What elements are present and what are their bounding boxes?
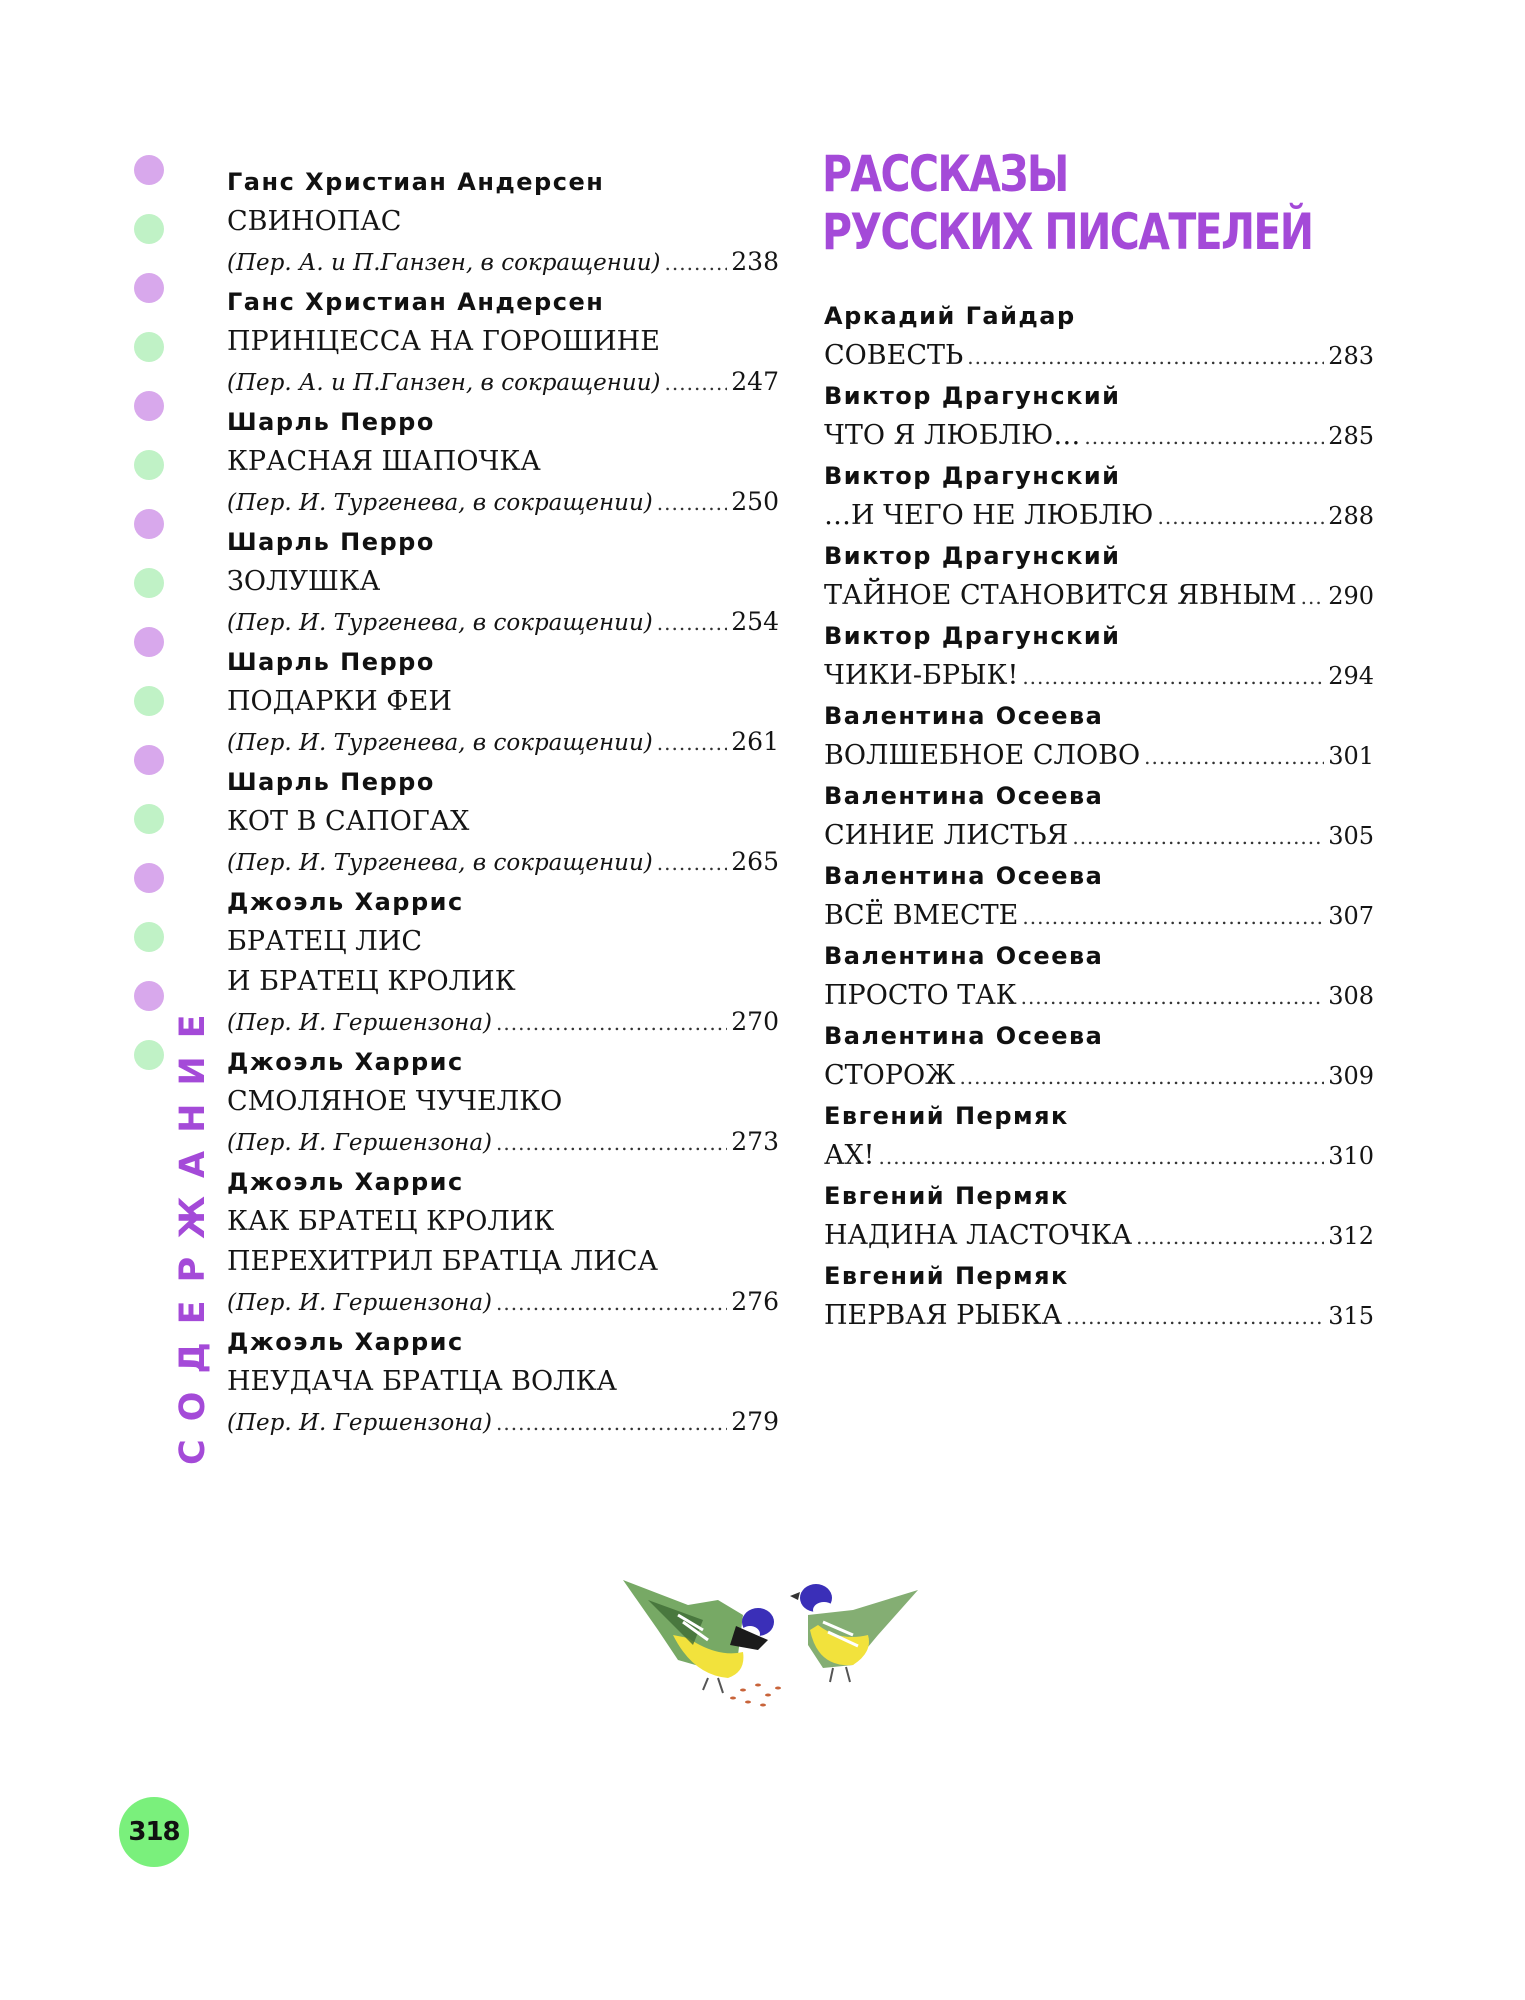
toc-entry[interactable]: [227, 1042, 779, 1162]
entry-title: КОТ В САПОГАХ: [227, 806, 470, 837]
entry-author: Шарль Перро: [227, 528, 435, 556]
entry-page: 285: [1328, 422, 1374, 450]
entry-page: 288: [1328, 502, 1374, 530]
right-bird: [790, 1584, 918, 1682]
toc-entry[interactable]: [824, 1256, 1374, 1336]
entry-page: 312: [1328, 1222, 1374, 1250]
entry-translation: (Пер. И. Гершензона): [227, 1410, 493, 1436]
entry-page: 290: [1328, 582, 1374, 610]
entry-author: Джоэль Харрис: [227, 1168, 464, 1196]
dot-decoration: [134, 981, 164, 1011]
entry-page: 283: [1328, 342, 1374, 370]
dot-leader: [657, 603, 728, 643]
toc-right-column: [824, 296, 1374, 1336]
entry-author: Валентина Осеева: [824, 1022, 1104, 1050]
entry-title: ПЕРВАЯ РЫБКА: [824, 1300, 1063, 1331]
entry-translation: (Пер. И. Гершензона): [227, 1010, 493, 1036]
section-heading-line-2: РУССКИХ ПИСАТЕЛЕЙ: [822, 203, 1313, 261]
entry-page: 308: [1328, 982, 1374, 1010]
dot-leader: [496, 1403, 727, 1443]
toc-entry[interactable]: [227, 1322, 779, 1442]
toc-entry[interactable]: [824, 296, 1374, 376]
entry-page: 276: [731, 1287, 779, 1316]
entry-author: Валентина Осеева: [824, 862, 1104, 890]
toc-entry[interactable]: [227, 402, 779, 522]
entry-title: ЗОЛУШКА: [227, 566, 381, 597]
entry-title: ЧИКИ-БРЫК!: [824, 660, 1019, 691]
entry-page: 294: [1328, 662, 1374, 690]
dot-leader: [657, 843, 728, 883]
dot-decoration: [134, 922, 164, 952]
entry-page: 273: [731, 1127, 779, 1156]
entry-author: Виктор Драгунский: [824, 462, 1121, 490]
entry-title: НАДИНА ЛАСТОЧКА: [824, 1220, 1133, 1251]
dot-decoration: [134, 804, 164, 834]
toc-entry[interactable]: [227, 282, 779, 402]
dot-leader: [496, 1123, 727, 1163]
toc-entry[interactable]: [227, 762, 779, 882]
entry-author: Виктор Драгунский: [824, 622, 1121, 650]
entry-title: ПОДАРКИ ФЕИ: [227, 686, 452, 717]
entry-translation: (Пер. А. и П.Ганзен, в сокращении): [227, 370, 661, 396]
dot-leader: [879, 1137, 1325, 1177]
left-bird: [623, 1580, 774, 1693]
toc-entry[interactable]: [227, 882, 779, 1042]
dot-decoration: [134, 863, 164, 893]
section-heading: [822, 145, 1312, 261]
dot-decoration: [134, 745, 164, 775]
entry-author: Шарль Перро: [227, 648, 435, 676]
entry-translation: (Пер. И. Тургенева, в сокращении): [227, 850, 653, 876]
section-side-label: СОДЕРЖАНИЕ: [173, 996, 213, 1465]
entry-author: Джоэль Харрис: [227, 888, 464, 916]
entry-title: СОВЕСТЬ: [824, 340, 964, 371]
entry-title: ВОЛШЕБНОЕ СЛОВО: [824, 740, 1141, 771]
dot-decoration: [134, 627, 164, 657]
dot-decoration: [134, 155, 164, 185]
entry-author: Евгений Пермяк: [824, 1262, 1069, 1290]
entry-author: Ганс Христиан Андерсен: [227, 288, 605, 316]
toc-entry[interactable]: [824, 776, 1374, 856]
entry-title: БРАТЕЦ ЛИС: [227, 926, 423, 957]
dot-leader: [1021, 977, 1325, 1017]
entry-title: НЕУДАЧА БРАТЦА ВОЛКА: [227, 1366, 617, 1397]
entry-page: 305: [1328, 822, 1374, 850]
entry-author: Ганс Христиан Андерсен: [227, 168, 605, 196]
dot-decoration: [134, 332, 164, 362]
entry-title: СМОЛЯНОЕ ЧУЧЕЛКО: [227, 1086, 563, 1117]
entry-translation: (Пер. И. Гершензона): [227, 1130, 493, 1156]
dot-decoration: [134, 1040, 164, 1070]
entry-author: Виктор Драгунский: [824, 542, 1121, 570]
entry-page: 254: [731, 607, 779, 636]
toc-entry[interactable]: [824, 1096, 1374, 1176]
entry-title: СИНИЕ ЛИСТЬЯ: [824, 820, 1069, 851]
entry-title: ПРОСТО ТАК: [824, 980, 1017, 1011]
dot-decoration: [134, 391, 164, 421]
toc-left-column: [227, 162, 779, 1442]
dot-leader: [657, 723, 728, 763]
dot-leader: [1022, 897, 1324, 937]
section-heading-line-1: РАССКАЗЫ: [822, 145, 1068, 203]
entry-translation: (Пер. А. и П.Ганзен, в сокращении): [227, 250, 661, 276]
entry-title-line-2: ПЕРЕХИТРИЛ БРАТЦА ЛИСА: [227, 1246, 658, 1277]
dot-decoration: [134, 273, 164, 303]
dot-leader: [1136, 1217, 1324, 1257]
entry-title: КРАСНАЯ ШАПОЧКА: [227, 446, 541, 477]
entry-author: Валентина Осеева: [824, 782, 1104, 810]
toc-entry[interactable]: [227, 642, 779, 762]
dot-leader: [665, 363, 728, 403]
dot-leader: [496, 1283, 727, 1323]
entry-title: СВИНОПАС: [227, 206, 402, 237]
toc-entry[interactable]: [824, 456, 1374, 536]
entry-page: 238: [731, 247, 779, 276]
toc-entry[interactable]: [824, 1016, 1374, 1096]
toc-entry[interactable]: [824, 376, 1374, 456]
entry-author: Евгений Пермяк: [824, 1182, 1069, 1210]
entry-page: 279: [731, 1407, 779, 1436]
entry-page: 265: [731, 847, 779, 876]
entry-author: Шарль Перро: [227, 768, 435, 796]
entry-page: 309: [1328, 1062, 1374, 1090]
entry-author: Евгений Пермяк: [824, 1102, 1069, 1130]
toc-entry[interactable]: [824, 1176, 1374, 1256]
dot-leader: [657, 483, 728, 523]
toc-entry[interactable]: [824, 856, 1374, 936]
toc-entry[interactable]: [227, 1162, 779, 1322]
dot-leader: [1144, 737, 1324, 777]
entry-author: Джоэль Харрис: [227, 1328, 464, 1356]
dot-leader: [665, 243, 728, 283]
entry-page: 270: [731, 1007, 779, 1036]
entry-page: 301: [1328, 742, 1374, 770]
entry-translation: (Пер. И. Тургенева, в сокращении): [227, 610, 653, 636]
entry-title-line-2: И БРАТЕЦ КРОЛИК: [227, 966, 516, 997]
entry-author: Валентина Осеева: [824, 702, 1104, 730]
dot-leader: [1066, 1297, 1324, 1337]
entry-title: АХ!: [824, 1140, 875, 1171]
entry-title: СТОРОЖ: [824, 1060, 956, 1091]
entry-title: ВСЁ ВМЕСТЕ: [824, 900, 1019, 931]
two-titmice-birds-icon: [618, 1560, 948, 1730]
entry-title: ЧТО Я ЛЮБЛЮ…: [824, 420, 1081, 451]
toc-entry[interactable]: [227, 522, 779, 642]
entry-translation: (Пер. И. Тургенева, в сокращении): [227, 730, 653, 756]
entry-title: КАК БРАТЕЦ КРОЛИК: [227, 1206, 555, 1237]
entry-title: ТАЙНОЕ СТАНОВИТСЯ ЯВНЫМ: [824, 580, 1297, 611]
entry-page: 315: [1328, 1302, 1374, 1330]
entry-author: Валентина Осеева: [824, 942, 1104, 970]
page-number: 318: [119, 1797, 189, 1867]
entry-page: 310: [1328, 1142, 1374, 1170]
entry-author: Джоэль Харрис: [227, 1048, 464, 1076]
entry-title: …И ЧЕГО НЕ ЛЮБЛЮ: [824, 500, 1154, 531]
dot-decoration: [134, 214, 164, 244]
toc-entry[interactable]: [824, 536, 1374, 616]
entry-page: 247: [731, 367, 779, 396]
dot-decoration: [134, 686, 164, 716]
toc-entry[interactable]: [824, 696, 1374, 776]
dot-leader: [967, 337, 1324, 377]
entry-page: 261: [731, 727, 779, 756]
decorative-dots: [134, 155, 174, 1099]
dot-leader: [1301, 577, 1325, 617]
entry-author: Аркадий Гайдар: [824, 302, 1076, 330]
entry-author: Шарль Перро: [227, 408, 435, 436]
entry-page: 250: [731, 487, 779, 516]
dot-decoration: [134, 450, 164, 480]
toc-entry[interactable]: [824, 616, 1374, 696]
dot-leader: [1084, 417, 1324, 457]
dot-leader: [1157, 497, 1324, 537]
toc-entry[interactable]: [227, 162, 779, 282]
dot-leader: [1072, 817, 1324, 857]
entry-translation: (Пер. И. Тургенева, в сокращении): [227, 490, 653, 516]
entry-author: Виктор Драгунский: [824, 382, 1121, 410]
toc-entry[interactable]: [824, 936, 1374, 1016]
entry-translation: (Пер. И. Гершензона): [227, 1290, 493, 1316]
dot-leader: [496, 1003, 727, 1043]
entry-title: ПРИНЦЕССА НА ГОРОШИНЕ: [227, 326, 660, 357]
dot-leader: [959, 1057, 1324, 1097]
seeds: [730, 1684, 781, 1707]
dot-decoration: [134, 509, 164, 539]
entry-page: 307: [1328, 902, 1374, 930]
dot-leader: [1022, 657, 1324, 697]
dot-decoration: [134, 568, 164, 598]
